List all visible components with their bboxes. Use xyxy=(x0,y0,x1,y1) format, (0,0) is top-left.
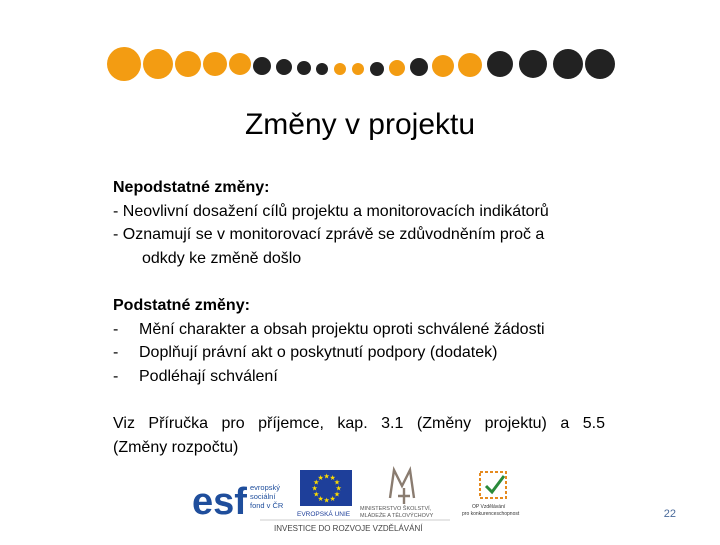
decorative-dot xyxy=(334,63,346,75)
decorative-dot xyxy=(585,49,615,79)
eu-star-icon: ★ xyxy=(313,479,320,487)
eu-star-icon: ★ xyxy=(329,475,336,483)
decorative-dot xyxy=(519,50,547,78)
esf-logo-text: esf xyxy=(192,481,247,523)
op-caption-2: pro konkurenceschopnost xyxy=(462,511,520,517)
major-item-3-text: Podléhají schválení xyxy=(139,367,278,385)
eu-star-icon: ★ xyxy=(329,495,336,503)
decorative-dot xyxy=(458,53,482,77)
logo-footer-text: INVESTICE DO ROZVOJE VZDĚLÁVÁNÍ xyxy=(274,524,423,533)
esf-caption-3: fond v ČR xyxy=(250,501,284,510)
decorative-dot xyxy=(107,47,141,81)
major-item-2-text: Doplňují právní akt o poskytnutí podpory (dodatek) xyxy=(139,344,498,361)
decorative-dot-row xyxy=(0,0,720,100)
eu-star-icon: ★ xyxy=(323,473,330,481)
decorative-dot xyxy=(487,51,513,77)
funding-logos xyxy=(190,464,530,540)
minor-changes-heading: Nepodstatné změny: xyxy=(113,179,270,196)
reference-note-line1: Viz Příručka pro příjemce, kap. 3.1 (Změny projektu) a 5.5 xyxy=(113,415,605,432)
minor-item-1: - Neovlivní dosažení cílů projektu a monitorovacích indikátorů xyxy=(113,202,549,220)
op-logo xyxy=(462,472,520,517)
bullet-dash: - xyxy=(113,367,119,385)
decorative-dot xyxy=(553,49,583,79)
eu-star-icon: ★ xyxy=(313,491,320,499)
msmt-caption-1: MINISTERSTVO ŠKOLSTVÍ, xyxy=(360,506,432,512)
msmt-mark-cross xyxy=(398,488,410,504)
msmt-logo xyxy=(360,470,434,519)
msmt-mark-m xyxy=(390,470,414,498)
eu-star-icon: ★ xyxy=(311,485,318,493)
eu-star-icon: ★ xyxy=(323,497,330,505)
decorative-dot xyxy=(253,57,271,75)
esf-caption-1: evropský xyxy=(250,483,281,492)
major-item-2 xyxy=(113,341,605,365)
decorative-dot xyxy=(352,63,364,75)
minor-item-2: - Oznamují se v monitorovací zprávě se zdůvodněním proč a xyxy=(113,226,545,243)
decorative-dot xyxy=(143,49,173,79)
minor-item-2-cont: odkdy ke změně došlo xyxy=(142,249,302,267)
major-item-1-text: Mění charakter a obsah projektu oproti schválené žádosti xyxy=(139,320,545,338)
decorative-dot xyxy=(297,61,311,75)
decorative-dot xyxy=(316,63,328,75)
eu-logo xyxy=(297,470,352,518)
major-changes-heading: Podstatné změny: xyxy=(113,297,250,314)
eu-caption: EVROPSKÁ UNIE xyxy=(297,511,351,518)
op-caption-1: OP Vzdělávání xyxy=(472,504,506,510)
eu-star-icon: ★ xyxy=(317,495,324,503)
decorative-dot xyxy=(175,51,201,77)
decorative-dot xyxy=(229,53,251,75)
eu-star-icon: ★ xyxy=(333,491,341,499)
decorative-dot xyxy=(432,55,454,77)
funding-logos-svg xyxy=(190,464,530,540)
eu-star-icon: ★ xyxy=(335,485,342,493)
msmt-caption-2: MLÁDEŽE A TĚLOVÝCHOVY xyxy=(360,513,434,519)
decorative-dot xyxy=(370,62,384,76)
decorative-dot xyxy=(203,52,227,76)
page-number: 22 xyxy=(663,508,676,520)
major-item-3 xyxy=(113,365,605,389)
esf-logo xyxy=(192,481,284,523)
eu-star-icon: ★ xyxy=(333,479,341,487)
major-item-1 xyxy=(113,318,605,342)
reference-note-line2: (Změny rozpočtu) xyxy=(113,438,239,456)
slide-body xyxy=(113,176,605,459)
decorative-dot xyxy=(410,58,428,76)
esf-caption-2: sociální xyxy=(250,492,276,501)
op-square xyxy=(480,472,506,498)
bullet-dash: - xyxy=(113,320,119,338)
op-check-icon xyxy=(486,476,504,492)
bullet-dash: - xyxy=(113,344,119,361)
eu-star-icon: ★ xyxy=(317,475,324,483)
decorative-dot xyxy=(389,60,405,76)
slide-title: Změny v projektu xyxy=(244,108,476,141)
decorative-dot xyxy=(276,59,292,75)
